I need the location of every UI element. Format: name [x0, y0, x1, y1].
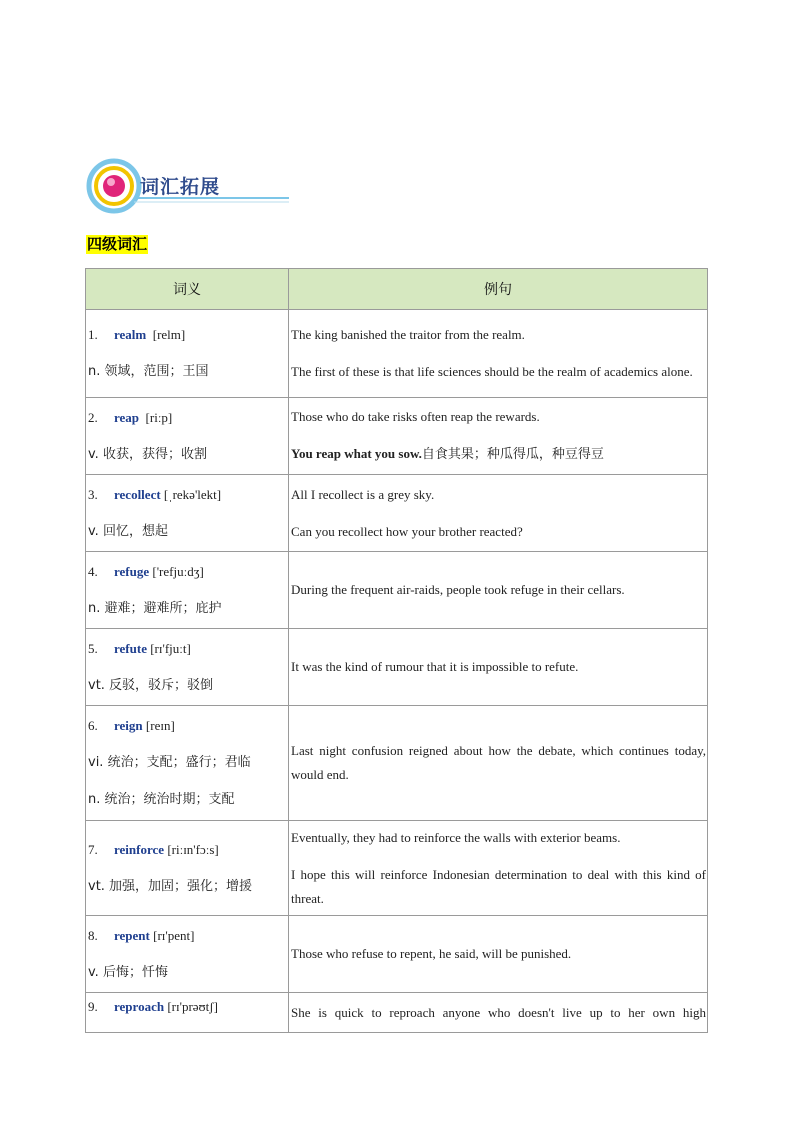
- vocabulary-table: [85, 268, 708, 1033]
- example-cell: [289, 398, 708, 475]
- table-row: [86, 398, 708, 475]
- word-cell: [86, 993, 289, 1033]
- phonetic: [reɪn]: [145, 718, 175, 733]
- definition: vt. 反驳，驳斥；驳倒: [88, 677, 214, 693]
- banner-title: 词汇拓展: [140, 176, 221, 198]
- example-cell: [289, 475, 708, 552]
- word-number: 2.: [88, 409, 98, 425]
- word-number: 9.: [88, 999, 98, 1014]
- headword: reap: [114, 409, 140, 425]
- word-cell: [86, 916, 289, 993]
- table-row: [86, 821, 708, 916]
- word-cell: [86, 552, 289, 629]
- headword: repent: [114, 927, 150, 943]
- example-sentence: She is quick to reproach anyone who doesn't live up to her own high: [291, 1004, 706, 1020]
- example-sentence: During the frequent air-raids, people took refuge in their cellars.: [291, 582, 625, 597]
- definition: vt. 加强，加固；强化；增援: [88, 878, 253, 894]
- definition: v. 回忆，想起: [88, 523, 168, 539]
- phonetic: ['refjuːdʒ]: [152, 563, 204, 579]
- phonetic: [rɪ'pent]: [153, 927, 195, 943]
- table-row: [86, 993, 708, 1033]
- example-sentence: Eventually, they had to reinforce the walls with exterior beams.: [291, 829, 621, 845]
- word-number: 6.: [88, 718, 98, 733]
- example-sentence: Can you recollect how your brother reacted?: [291, 523, 523, 539]
- example-sentence: All I recollect is a grey sky.: [291, 486, 435, 502]
- example-cell: [289, 821, 708, 916]
- phonetic: [rɪ'fjuːt]: [150, 640, 191, 656]
- example-cell: [289, 629, 708, 706]
- word-number: 3.: [88, 486, 98, 502]
- phonetic: [riːɪn'fɔːs]: [167, 841, 219, 857]
- word-cell: [86, 310, 289, 398]
- example-sentence: Last night confusion reigned about how the debate, which continues today, would end.: [291, 743, 706, 782]
- table-row: [86, 629, 708, 706]
- word-number: 8.: [88, 927, 98, 943]
- headword: reign: [114, 718, 143, 733]
- example-sentence: It was the kind of rumour that it is impossible to refute.: [291, 659, 579, 674]
- definition: v. 后悔；忏悔: [88, 964, 168, 980]
- phonetic: [ˌrekə'lekt]: [163, 486, 222, 502]
- headword: refuge: [114, 563, 150, 579]
- example-sentence: The first of these is that life sciences should be the realm of academics alone.: [291, 364, 693, 379]
- definition: v. 收获，获得；收割: [88, 446, 207, 462]
- example-cell: [289, 552, 708, 629]
- word-number: 1.: [88, 327, 98, 342]
- word-cell: [86, 398, 289, 475]
- table-row: [86, 552, 708, 629]
- phonetic: [relm]: [152, 327, 186, 342]
- header-meaning: 词义: [86, 269, 289, 310]
- table-row: [86, 475, 708, 552]
- section-label: 四级词汇: [87, 235, 148, 253]
- table-row: [86, 916, 708, 993]
- example-cell: [289, 916, 708, 993]
- header-example: 例句: [289, 269, 708, 310]
- headword: reinforce: [114, 841, 165, 857]
- example-cell: [289, 993, 708, 1033]
- word-cell: [86, 629, 289, 706]
- table-row: [86, 310, 708, 398]
- example-sentence: I hope this will reinforce Indonesian determination to deal with this kind of threat.: [291, 866, 706, 906]
- example-cell: [289, 310, 708, 398]
- word-cell: [86, 706, 289, 821]
- example-cell: [289, 706, 708, 821]
- headword: realm: [114, 327, 147, 342]
- example-sentence: Those who refuse to repent, he said, will be punished.: [291, 946, 572, 961]
- table-header-row: [86, 269, 708, 310]
- proverb-english: You reap what you sow.: [291, 446, 422, 461]
- phonetic: [riːp]: [145, 409, 173, 425]
- word-cell: [86, 821, 289, 916]
- word-cell: [86, 475, 289, 552]
- headword: refute: [114, 640, 147, 656]
- table-row: [86, 706, 708, 821]
- headword: recollect: [114, 486, 161, 502]
- definition: n. 领域，范围；王国: [88, 364, 209, 379]
- definition: n. 避难；避难所；庇护: [88, 600, 222, 616]
- definition: vi. 统治；支配；盛行；君临: [88, 755, 251, 770]
- example-sentence: Those who do take risks often reap the rewards.: [291, 409, 540, 424]
- definition: n. 统治；统治时期；支配: [88, 792, 235, 807]
- example-sentence-proverb: [291, 442, 706, 467]
- headword: reproach: [114, 999, 165, 1014]
- proverb-chinese: 自食其果；种瓜得瓜，种豆得豆: [421, 447, 604, 462]
- word-number: 5.: [88, 640, 98, 656]
- word-number: 7.: [88, 841, 98, 857]
- example-sentence: The king banished the traitor from the realm.: [291, 327, 525, 342]
- phonetic: [rɪ'prəʊtʃ]: [167, 999, 218, 1014]
- word-number: 4.: [88, 563, 98, 579]
